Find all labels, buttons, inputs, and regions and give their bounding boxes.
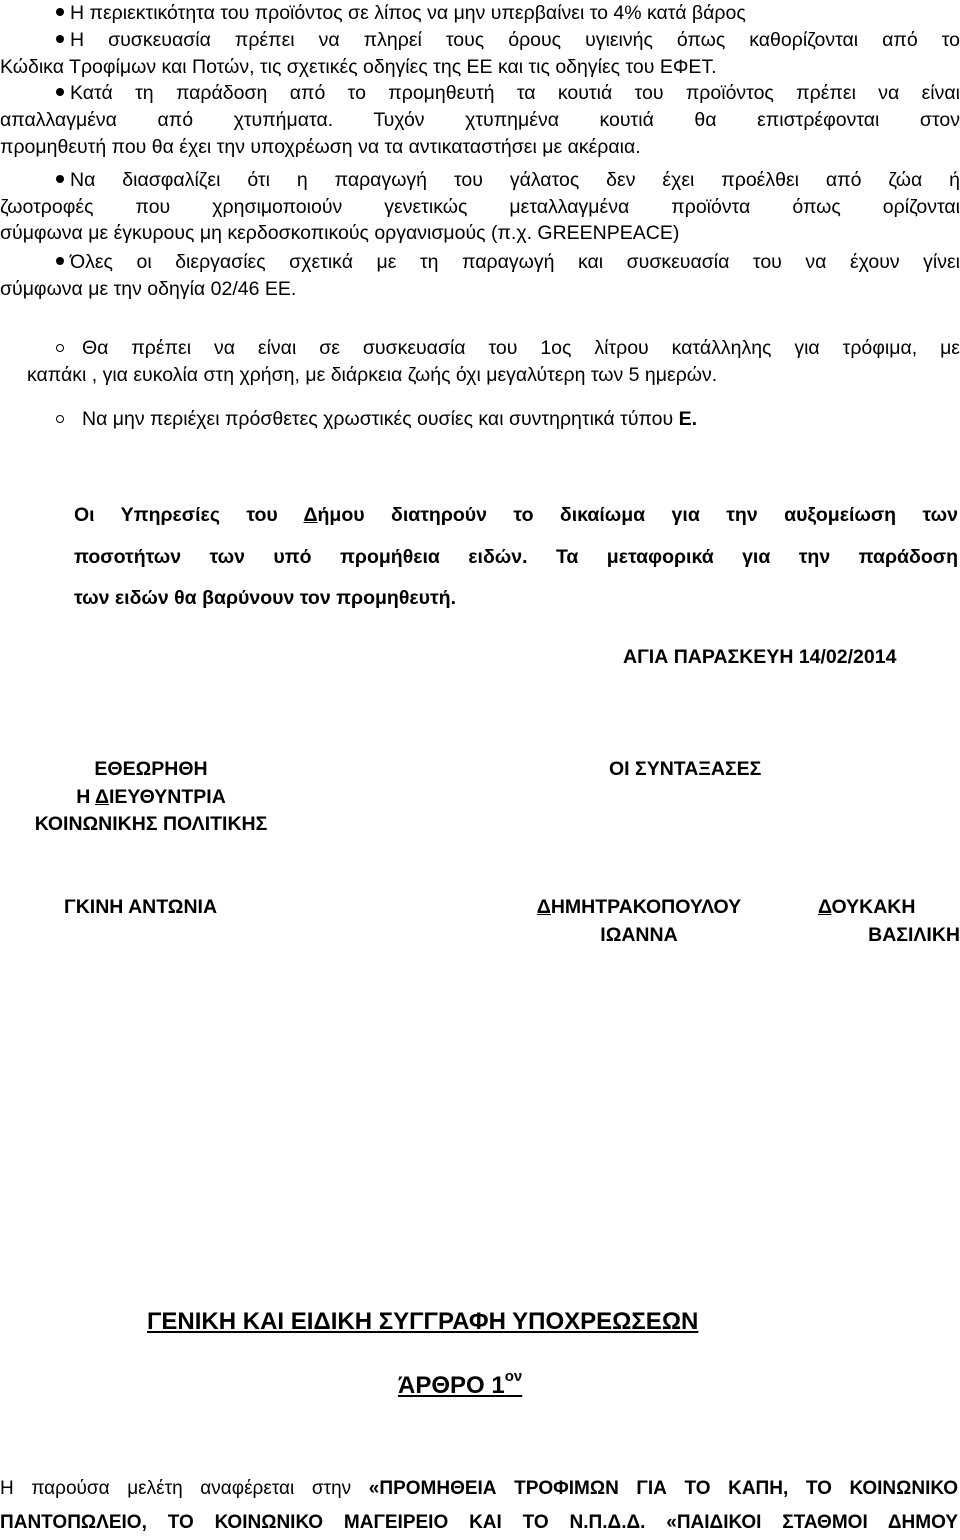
list-item: Η συσκευασία πρέπει να πληρεί τους όρους υγιεινής όπως καθορίζονται από το [56, 27, 960, 54]
bullet-icon [56, 257, 64, 265]
list-item: Η περιεκτικότητα του προϊόντος σε λίπος να μην υπερβαίνει το 4% κατά βάρος [56, 0, 960, 27]
article-heading: ΆΡΘΡΟ $1^{o\nu}$ [398, 1368, 523, 1399]
authors-heading: ΟΙ ΣΥΝΤΑΞΑΣΕΣ [609, 758, 762, 780]
quantity-notice: Οι Υπηρεσίες του Δήμου διατηρούν το δικαίωμα για την αυξομείωση των ποσοτήτων των υπό προμήθεια ειδών. Τα μεταφορικά για την παράδοση των ειδών θα βαρύνουν τον προμηθευτή. [74, 504, 958, 609]
document-title: ΓΕΝΙΚΗ ΚΑΙ ΕΙΔΙΚΗ ΣΥΓΓΡΑΦΗ ΥΠΟΧΡΕΩΣΕΩΝ [147, 1308, 699, 1335]
list-item-continuation: καπάκι , για ευκολία στη χρήση, με διάρκεια ζωής όχι μεγαλύτερη των 5 ημερών. [27, 363, 718, 386]
list-item-continuation: ζωοτροφές που χρησιμοποιούν γενετικώς μεταλλαγμένα προϊόντα όπως ορίζονται [0, 195, 960, 218]
bullet-icon [56, 88, 64, 96]
bullet-icon [56, 415, 64, 423]
list-item: Να μην περιέχει πρόσθετες χρωστικές ουσίες και συντηρητικά τύπου Ε. [56, 406, 960, 433]
list-item: Κατά τη παράδοση από το προμηθευτή τα κουτιά του προϊόντος πρέπει να είναι [56, 80, 960, 107]
document-date: ΑΓΙΑ ΠΑΡΑΣΚΕΥΗ 14/02/2014 [623, 646, 897, 668]
signature-director: ΓΚΙΝΗ ΑΝΤΩΝΙΑ [64, 896, 218, 918]
article-body: Η παρούσα μελέτη αναφέρεται στην «ΠΡΟΜΗΘΕΙΑ ΤΡΟΦΙΜΩΝ ΓΙΑ ΤΟ ΚΑΠΗ, ΤΟ ΚΟΙΝΩΝΙΚΟ ΠΑΝΤΟΠΩΛΕΙΟ, ΤΟ ΚΟΙΝΩΝΙΚΟ ΜΑΓΕΙΡΕΙΟ ΚΑΙ ΤΟ Ν.Π.Δ.Δ. «ΠΑΙΔΙΚΟΙ ΣΤΑΘΜΟΙ ΔΗΜΟΥ [0, 1478, 958, 1533]
list-item: Όλες οι διεργασίες σχετικά με τη παραγωγή και συσκευασία του να έχουν γίνει [56, 249, 960, 276]
list-item-continuation: σύμφωνα με την οδηγία 02/46 ΕΕ. [0, 277, 297, 300]
signature-author-1: ΔΗΜΗΤΡΑΚΟΠΟΥΛΟΥ ΙΩΑΝΝΑ [536, 896, 742, 946]
approval-block: ΕΘΕΩΡΗΘΗ Η ΔΙΕΥΘΥΝΤΡΙΑ ΚΟΙΝΩΝΙΚΗΣ ΠΟΛΙΤΙΚΗΣ [34, 758, 268, 835]
bullet-icon [56, 344, 64, 352]
list-item-continuation: απαλλαγμένα από χτυπήματα. Τυχόν χτυπημένα κουτιά θα επιστρέφονται στον [0, 109, 960, 132]
bullet-icon [56, 8, 64, 16]
list-item-continuation: σύμφωνα με έγκυρους μη κερδοσκοπικούς οργανισμούς (π.χ. GREENPEACE) [0, 222, 680, 245]
bullet-icon [56, 175, 64, 183]
packaging-list [27, 335, 960, 433]
list-item-continuation: προμηθευτή που θα έχει την υποχρέωση να τα αντικαταστήσει με ακέραια. [0, 135, 641, 158]
signature-author-2: ΔΟΥΚΑΚΗ ΒΑΣΙΛΙΚΗ [818, 896, 960, 946]
list-item: Θα πρέπει να είναι σε συσκευασία του 1ος λίτρου κατάλληλης για τρόφιμα, με [56, 335, 960, 362]
requirements-list [0, 0, 960, 303]
list-item-continuation: Κώδικα Τροφίμων και Ποτών, τις σχετικές οδηγίες της ΕΕ και τις οδηγίες του ΕΦΕΤ. [0, 55, 717, 78]
list-item: Να διασφαλίζει ότι η παραγωγή του γάλατος δεν έχει προέλθει από ζώα ή [56, 167, 960, 194]
bullet-icon [56, 35, 64, 43]
